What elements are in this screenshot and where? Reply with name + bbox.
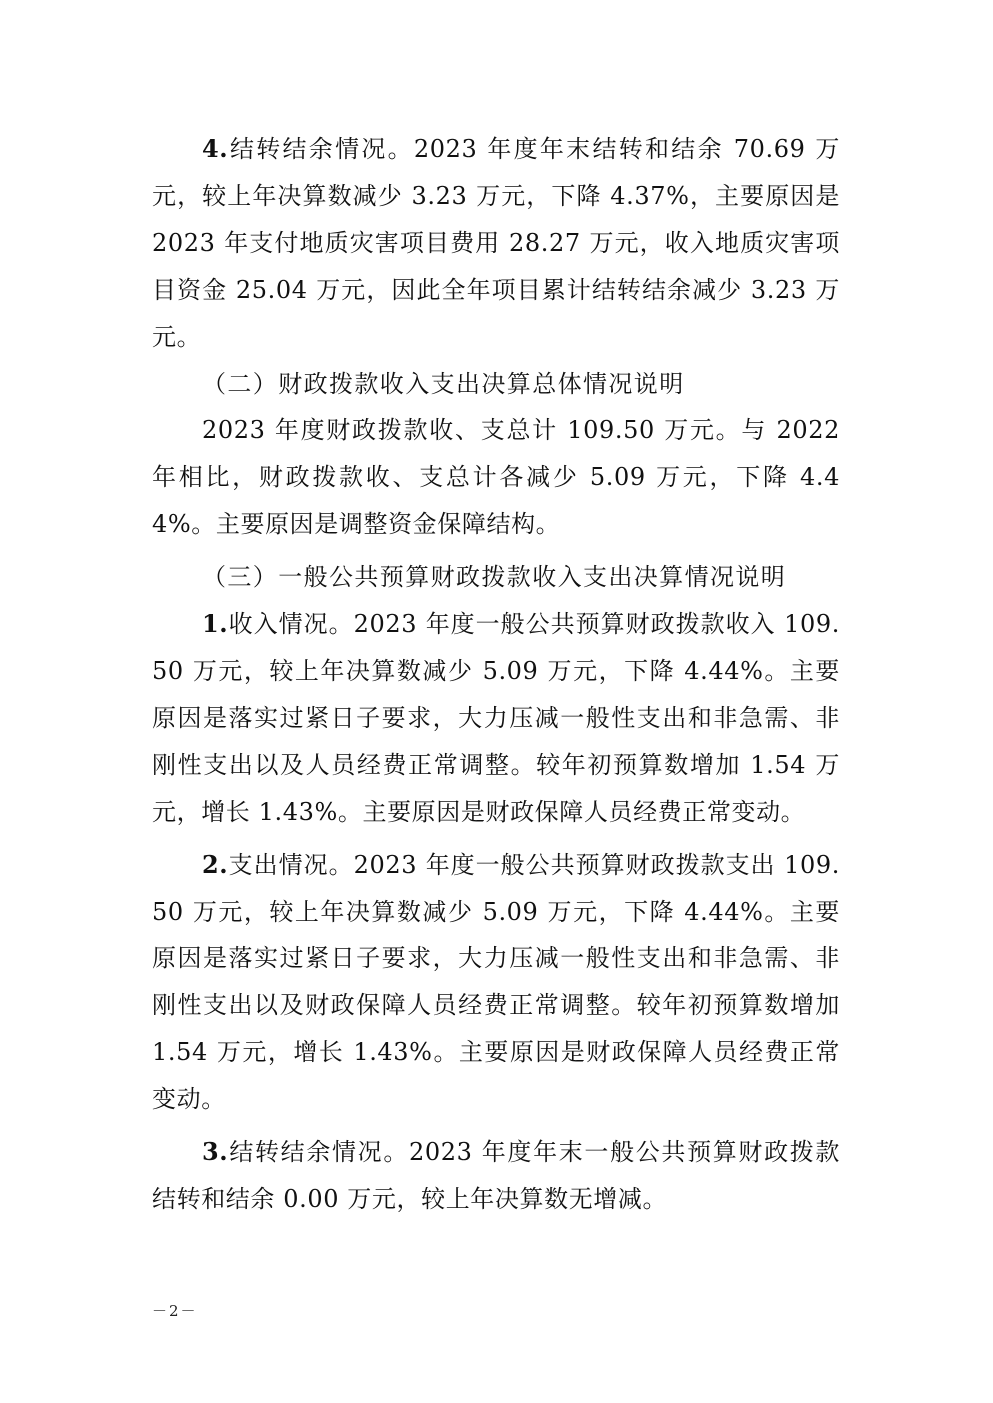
section-heading-general-budget	[152, 554, 840, 601]
paragraph-fiscal-appropriation-total	[152, 407, 840, 548]
paragraph-expenditure	[152, 842, 840, 1123]
paragraph-carryover-general	[152, 1129, 840, 1223]
item-number: 3.	[202, 1137, 229, 1167]
paragraph-text: 结转结余情况。2023 年度年末结转和结余 70.69 万元，较上年决算数减少 3.23 万元，下降 4.37%，主要原因是 2023 年支付地质灾害项目费用 28.27 万元，收入地质灾害项目资金 25.04 万元，因此全年项目累计结转结余减少 3.23 万元。	[152, 135, 840, 351]
paragraph-income	[152, 601, 840, 836]
section-heading-fiscal-appropriation	[152, 361, 840, 408]
document-body	[152, 126, 840, 1223]
item-number: 2.	[202, 849, 229, 879]
paragraph-text: 2023 年度财政拨款收、支总计 109.50 万元。与 2022 年相比，财政拨款收、支总计各减少 5.09 万元，下降 4.44%。主要原因是调整资金保障结构。	[152, 416, 840, 539]
paragraph-text: 结转结余情况。2023 年度年末一般公共预算财政拨款结转和结余 0.00 万元，较上年决算数无增减。	[152, 1138, 840, 1213]
paragraph-text: 收入情况。2023 年度一般公共预算财政拨款收入 109.50 万元，较上年决算数减少 5.09 万元，下降 4.44%。主要原因是落实过紧日子要求，大力压减一般性支出和非急需、非刚性支出以及人员经费正常调整。较年初预算数增加 1.54 万元，增长 1.43%。主要原因是财政保障人员经费正常变动。	[152, 610, 840, 826]
heading-text: （二）财政拨款收入支出决算总体情况说明	[202, 369, 685, 398]
item-number: 1.	[202, 609, 229, 639]
paragraph-text: 支出情况。2023 年度一般公共预算财政拨款支出 109.50 万元，较上年决算数减少 5.09 万元，下降 4.44%。主要原因是落实过紧日子要求，大力压减一般性支出和非急需、非刚性支出以及财政保障人员经费正常调整。较年初预算数增加 1.54 万元，增长 1.43%。主要原因是财政保障人员经费正常变动。	[152, 850, 840, 1114]
page-number: －2－	[152, 1302, 198, 1320]
paragraph-carryover-total	[152, 126, 840, 361]
heading-text: （三）一般公共预算财政拨款收入支出决算情况说明	[202, 563, 787, 592]
item-number: 4.	[202, 134, 229, 163]
